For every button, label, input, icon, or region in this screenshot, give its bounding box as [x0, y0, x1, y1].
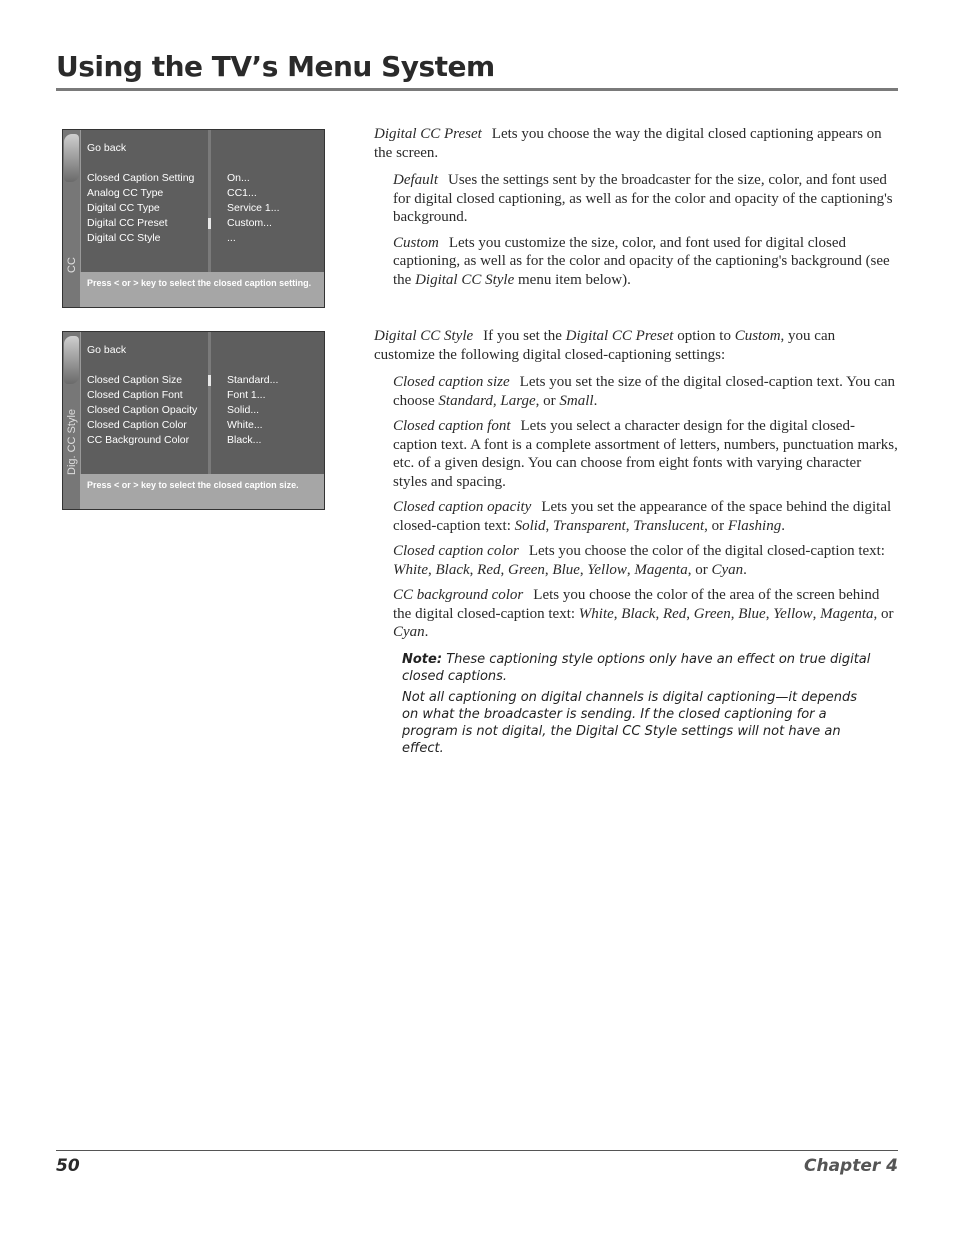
- menu-value: On...: [227, 172, 250, 184]
- menu-values: [227, 171, 280, 246]
- term: Closed caption font: [393, 418, 511, 434]
- chapter-label: Chapter 4: [803, 1156, 898, 1176]
- term: Digital CC Style: [374, 328, 474, 344]
- menu-side-strip: [63, 332, 81, 509]
- menu-item: Closed Caption Font: [87, 389, 183, 401]
- style-paragraph: Digital CC Style If you set the Digital CC Preset option to Custom, you can customize the following digital closed-captioning settings:: [374, 328, 836, 363]
- column-divider: [208, 130, 211, 273]
- note-box: [402, 651, 872, 757]
- page-number: 50: [56, 1156, 80, 1176]
- menu-side-label: Dig. CC Style: [65, 408, 78, 475]
- background-color-paragraph: CC background color Lets you choose the color of the area of the screen behind the digital closed-caption text: White, Black, Red, Green, Blue, Yellow, Magenta, or Cyan.: [393, 587, 894, 640]
- note-label: Note:: [402, 651, 443, 667]
- menu-values: [227, 373, 278, 448]
- note-paragraph: Not all captioning on digital channels is digital captioning—it depends on what the broadcaster is sending. If the closed captioning for a program is not digital, the Digital CC Style settings will not have an effect.: [402, 689, 857, 756]
- cc-menu-screenshot: [62, 129, 325, 308]
- menu-side-strip: [63, 130, 81, 307]
- preset-paragraph: Digital CC Preset Lets you choose the way the digital closed captioning appears on the screen.: [374, 126, 882, 161]
- go-back-item: Go back: [87, 344, 127, 356]
- remote-knob-icon: [64, 336, 79, 384]
- menu-value: Custom...: [227, 217, 272, 229]
- menu-value: ...: [227, 232, 236, 244]
- cc-style-menu-screenshot: [62, 331, 325, 510]
- menu-item: Digital CC Type: [87, 202, 160, 214]
- remote-knob-icon: [64, 134, 79, 182]
- term: CC background color: [393, 587, 524, 603]
- footer-rule: [56, 1150, 898, 1151]
- color-paragraph: Closed caption color Lets you choose the color of the digital closed-caption text: White, Black, Red, Green, Blue, Yellow, Magenta, or Cyan.: [393, 543, 885, 578]
- menu-item: Digital CC Style: [87, 232, 161, 244]
- term: Custom: [393, 234, 439, 251]
- menu-value: White...: [227, 419, 263, 431]
- menu-item: Closed Caption Size: [87, 374, 183, 386]
- term: Closed caption opacity: [393, 499, 532, 515]
- body-text: [374, 125, 899, 761]
- menu-value: Solid...: [227, 404, 260, 416]
- term: Default: [393, 172, 438, 188]
- opacity-paragraph: Closed caption opacity Lets you set the appearance of the space behind the digital closed-caption text: Solid, Transparent, Translucent, or Flashing.: [393, 499, 892, 534]
- menu-hint: Press < or > key to select the closed caption setting.: [80, 272, 324, 307]
- menu-item: Closed Caption Color: [87, 419, 187, 431]
- menu-hint: Press < or > key to select the closed caption size.: [80, 474, 324, 509]
- note-paragraph: Note: These captioning style options only have an effect on true digital closed captions.: [402, 651, 871, 684]
- menu-value: Black...: [227, 434, 262, 446]
- menu-value: Standard...: [227, 374, 279, 386]
- selection-cursor-icon: [208, 375, 211, 386]
- selection-cursor-icon: [208, 218, 211, 229]
- menu-side-label: CC: [65, 257, 78, 273]
- page-title: Using the TV’s Menu System: [56, 50, 495, 83]
- menu-value: Font 1...: [227, 389, 266, 401]
- menu-item: Digital CC Preset: [87, 217, 168, 229]
- column-divider: [208, 332, 211, 475]
- go-back-item: Go back: [87, 142, 127, 154]
- term: Closed caption size: [393, 374, 510, 390]
- font-paragraph: Closed caption font Lets you select a character design for the digital closed-caption text. A font is a complete assortment of letters, numbers, punctuation marks, etc. of a given design. You can choose from eight fonts with varying character styles and spacing.: [393, 418, 898, 490]
- menu-item: Analog CC Type: [87, 187, 164, 199]
- menu-items: [87, 171, 194, 246]
- menu-value: CC1...: [227, 187, 257, 199]
- default-paragraph: Default Uses the settings sent by the broadcaster for the size, color, and font used for digital closed captioning, as well as for the color and opacity of the captioning's background.: [393, 172, 893, 225]
- custom-paragraph: Custom Lets you customize the size, color, and font used for digital closed captioning, as well as for the color and opacity of the captioning's background (see the Digital CC Style menu item below).: [393, 234, 890, 288]
- menu-item: Closed Caption Setting: [87, 172, 195, 184]
- term: Digital CC Preset: [374, 126, 482, 142]
- menu-item: CC Background Color: [87, 434, 190, 446]
- size-paragraph: Closed caption size Lets you set the size of the digital closed-caption text. You can choose Standard, Large, or Small.: [393, 374, 896, 409]
- term: Closed caption color: [393, 543, 519, 559]
- title-rule: [56, 88, 898, 91]
- menu-items: [87, 373, 197, 448]
- menu-item: Closed Caption Opacity: [87, 404, 198, 416]
- menu-value: Service 1...: [227, 202, 280, 214]
